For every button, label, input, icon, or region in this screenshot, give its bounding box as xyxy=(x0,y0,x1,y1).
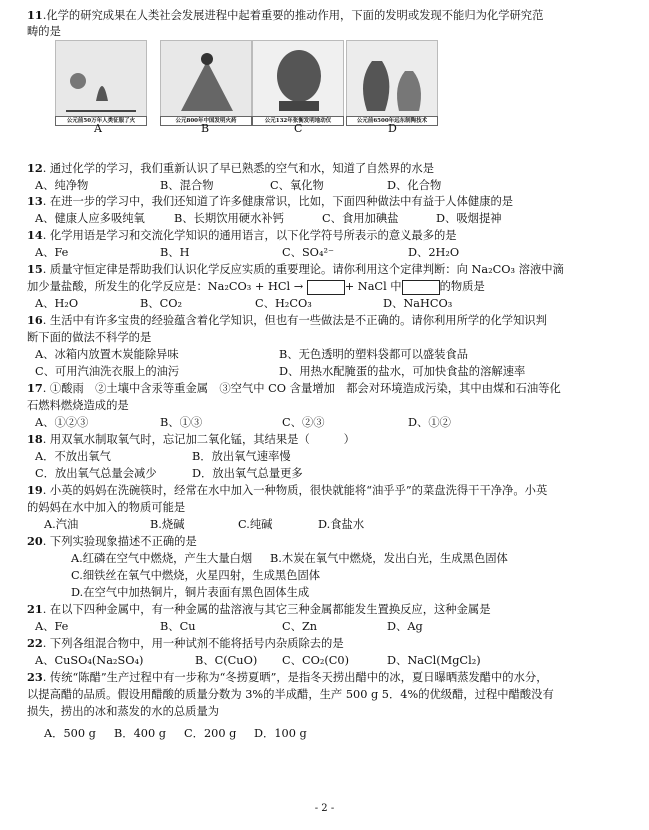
question-19-line1 xyxy=(27,483,547,498)
pottery-illustration-icon xyxy=(346,40,438,126)
option: A、H₂O xyxy=(35,297,79,310)
seismograph-illustration-icon xyxy=(252,40,344,126)
option: C、SO₄²⁻ xyxy=(282,246,334,259)
question-15-line2 xyxy=(27,279,485,295)
option: C、H₂CO₃ xyxy=(255,297,312,310)
option: A、健康人应多吸纯氧 xyxy=(35,212,145,225)
question-18 xyxy=(27,432,355,447)
question-text: 的物质是 xyxy=(439,280,485,293)
question-11-line2: 畴的是 xyxy=(27,25,61,38)
question-text: . 下列实验现象描述不正确的是 xyxy=(42,535,197,548)
option: B.木炭在氧气中燃烧，发出白光，生成黑色固体 xyxy=(270,552,508,565)
option: B、C(CuO) xyxy=(195,654,258,667)
question-23-line2: 以提高醋的品质。假设用醋酸的质量分数为 3%的半成醋，生产 500 g 5．4%的优级醋，过程中醋酸没有 xyxy=(27,688,554,701)
option: D.在空气中加热铜片，铜片表面有黑色固体生成 xyxy=(71,586,310,599)
option: B、无色透明的塑料袋都可以盛装食品 xyxy=(279,348,469,361)
question-number: 11 xyxy=(27,8,43,22)
option: A、①②③ xyxy=(35,416,89,429)
option: C.纯碱 xyxy=(238,518,273,531)
option: D．100 g xyxy=(254,727,307,740)
option: B.烧碱 xyxy=(150,518,185,531)
option: A、冰箱内放置木炭能除异味 xyxy=(35,348,179,361)
question-number: 18 xyxy=(27,432,43,446)
option: C、Zn xyxy=(282,620,318,633)
option: A、Fe xyxy=(35,620,69,633)
question-16-line2: 断下面的做法不科学的是 xyxy=(27,331,152,344)
question-text: . 小英的妈妈在洗碗筷时，经常在水中加入一种物质，很快就能将“油乎乎”的菜盘洗得干干净净。小英 xyxy=(42,484,548,497)
question-text: . 通过化学的学习，我们重新认识了早已熟悉的空气和水，知道了自然界的水是 xyxy=(42,162,435,175)
question-text: . 下列各组混合物中，用一种试剂不能将括号内杂质除去的是 xyxy=(42,637,344,650)
fire-illustration-icon xyxy=(55,40,147,126)
question-17-line2: 石燃料燃烧造成的是 xyxy=(27,399,129,412)
question-number: 20 xyxy=(27,534,43,548)
question-text: . 生活中有许多宝贵的经验蕴含着化学知识，但也有一些做法是不正确的。请你利用所学的化学知识判 xyxy=(42,314,547,327)
option: C、可用汽油洗衣服上的油污 xyxy=(35,365,180,378)
option: B、长期饮用硬水补钙 xyxy=(174,212,284,225)
question-17-line1 xyxy=(27,381,561,396)
option: B．400 g xyxy=(114,727,166,740)
question-number: 22 xyxy=(27,636,43,650)
option: A.汽油 xyxy=(44,518,79,531)
option: C、食用加碘盐 xyxy=(322,212,399,225)
option: D、用热水配腌蛋的盐水，可加快食盐的溶解速率 xyxy=(279,365,526,378)
question-14 xyxy=(27,228,457,243)
question-number: 23 xyxy=(27,670,43,684)
question-11-line1 xyxy=(27,8,543,23)
image-letter-d: D xyxy=(388,122,397,135)
image-caption: 公元800年中国发明火药 xyxy=(160,116,252,126)
option: A、CuSO₄(Na₂SO₄) xyxy=(35,654,144,667)
option: C.细铁丝在氧气中燃烧，火星四射，生成黑色固体 xyxy=(71,569,321,582)
question-20 xyxy=(27,534,197,549)
option: D、化合物 xyxy=(387,179,442,192)
question-text: . 质量守恒定律是帮助我们认识化学反应实质的重要理论。请你利用这个定律判断：向 Na₂CO₃ 溶液中滴 xyxy=(42,263,564,276)
question-number: 17 xyxy=(27,381,43,395)
option: B、①③ xyxy=(160,416,203,429)
question-text: .化学的研究成果在人类社会发展进程中起着重要的推动作用，下面的发明或发现不能归为化学研究范 xyxy=(42,9,544,22)
answer-blank xyxy=(307,280,345,295)
question-number: 21 xyxy=(27,602,43,616)
option: C、氧化物 xyxy=(270,179,324,192)
question-13 xyxy=(27,194,513,209)
option: B．放出氧气速率慢 xyxy=(192,450,291,463)
image-letter-a: A xyxy=(94,122,102,135)
question-text: . 用双氧水制取氧气时，忘记加二氧化锰，其结果是（ ） xyxy=(42,433,355,446)
question-16-line1 xyxy=(27,313,547,328)
image-caption: 公元前50万年人类征服了火 xyxy=(55,116,147,126)
question-15-line1 xyxy=(27,262,564,277)
option: C．放出氧气总量会减少 xyxy=(35,467,157,480)
option: D.食盐水 xyxy=(318,518,365,531)
image-caption: 公元132年张衡发明地动仪 xyxy=(252,116,344,126)
option: A、纯净物 xyxy=(35,179,89,192)
option: A．不放出氧气 xyxy=(35,450,111,463)
option: D、吸烟提神 xyxy=(436,212,502,225)
question-text: . 化学用语是学习和交流化学知识的通用语言，以下化学符号所表示的意义最多的是 xyxy=(42,229,457,242)
option: B、Cu xyxy=(160,620,196,633)
question-12 xyxy=(27,161,434,176)
question-text: . 传统“陈醋”生产过程中有一步称为“冬捞夏晒”，是指冬天捞出醋中的冰，夏日曝晒蒸发醋中的水分， xyxy=(42,671,548,684)
question-number: 15 xyxy=(27,262,43,276)
option: C、CO₂(C0) xyxy=(282,654,350,667)
question-21 xyxy=(27,602,491,617)
image-letter-c: C xyxy=(294,122,303,135)
option: D．放出氧气总量更多 xyxy=(192,467,303,480)
equation-left: 加少量盐酸，所发生的化学反应是：Na₂CO₃ + HCl xyxy=(27,280,291,293)
option: D、①② xyxy=(408,416,451,429)
gunpowder-illustration-icon xyxy=(160,40,252,126)
answer-blank xyxy=(402,280,440,295)
option: B、H xyxy=(160,246,190,259)
question-text: . ①酸雨 ②土壤中含汞等重金属 ③空气中 CO 含量增加 都会对环境造成污染，其中由煤和石油等化 xyxy=(42,382,561,395)
option: D、NaHCO₃ xyxy=(383,297,453,310)
question-number: 14 xyxy=(27,228,43,242)
image-caption: 公元前6500年远东制陶技术 xyxy=(346,116,438,126)
option: C．200 g xyxy=(184,727,237,740)
page-number: - 2 - xyxy=(314,803,335,814)
equation-right: + NaCl 中 xyxy=(344,280,402,293)
question-23-line1 xyxy=(27,670,548,685)
option: D、NaCl(MgCl₂) xyxy=(387,654,481,667)
question-number: 16 xyxy=(27,313,43,327)
option: A、Fe xyxy=(35,246,69,259)
question-number: 12 xyxy=(27,161,43,175)
option: D、2H₂O xyxy=(408,246,460,259)
question-number: 13 xyxy=(27,194,43,208)
question-22 xyxy=(27,636,344,651)
option: B、混合物 xyxy=(160,179,214,192)
question-23-line3: 损失，捞出的冰和蒸发的水的总质量为 xyxy=(27,705,220,718)
option: A．500 g xyxy=(44,727,96,740)
question-text: . 在进一步的学习中，我们还知道了许多健康常识，比如，下面四种做法中有益于人体健康的是 xyxy=(42,195,514,208)
question-text: . 在以下四种金属中，有一种金属的盐溶液与其它三种金属都能发生置换反应，这种金属是 xyxy=(42,603,491,616)
option: B、CO₂ xyxy=(140,297,183,310)
question-number: 19 xyxy=(27,483,43,497)
option: D、Ag xyxy=(387,620,423,633)
reaction-arrow: → xyxy=(293,280,304,293)
question-19-line2: 的妈妈在水中加入的物质可能是 xyxy=(27,501,186,514)
option: A.红磷在空气中燃烧，产生大量白烟 xyxy=(71,552,253,565)
image-letter-b: B xyxy=(201,122,210,135)
option: C、②③ xyxy=(282,416,325,429)
